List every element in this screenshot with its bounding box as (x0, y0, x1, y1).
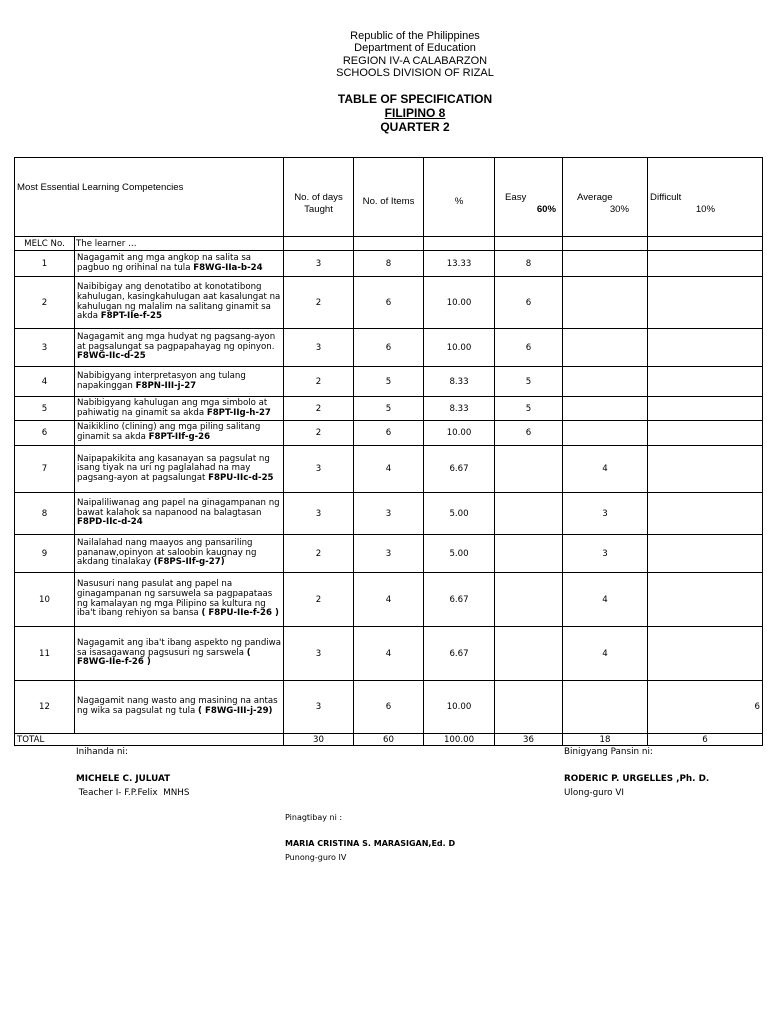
competency-text: Naipapakikita ang kasanayan sa pagsulat ng isang tiyak na uri ng paglalahad na may pagsang-ayon at pagsalungat (77, 453, 270, 483)
difficult-count (648, 446, 763, 493)
total-label: TOTAL (15, 734, 284, 746)
prepared-by-name: MICHELE C. JULUAT (76, 774, 171, 784)
days-taught: 3 (284, 627, 354, 681)
melc-number: 11 (15, 627, 75, 681)
days-taught: 3 (284, 251, 354, 277)
difficult-count (648, 573, 763, 627)
num-items: 6 (354, 421, 424, 446)
easy-count: 6 (495, 329, 563, 367)
melc-number: 8 (15, 493, 75, 535)
total-easy: 36 (495, 734, 563, 746)
average-count: 4 (563, 573, 648, 627)
difficult-count (648, 397, 763, 421)
approved-by-label: Pinagtibay ni : (285, 813, 343, 822)
competency-text: Nagagamit ang mga angkop na salita sa pagbuo ng orihinal na tula (77, 252, 252, 273)
num-items: 4 (354, 446, 424, 493)
average-count: 4 (563, 446, 648, 493)
subject-line: FILIPINO 8 (384, 106, 446, 120)
competency-cell (75, 329, 284, 367)
average-count (563, 251, 648, 277)
average-count: 3 (563, 535, 648, 573)
table-header-row (15, 158, 763, 237)
competency-text: Naipaliliwanag ang papel na ginagampanan ng bawat kalahok sa napanood na balagtasan (77, 498, 280, 518)
average-header (563, 158, 648, 237)
difficult-count (648, 251, 763, 277)
competency-cell (75, 535, 284, 573)
easy-header (495, 158, 563, 237)
melc-number: 2 (15, 277, 75, 329)
total-percent: 100.00 (424, 734, 495, 746)
easy-header-line: 60% (536, 204, 557, 215)
competency-cell (75, 421, 284, 446)
percent: 6.67 (424, 573, 495, 627)
prepared-by-title: Teacher I- F.P.Felix MNHS (76, 788, 190, 798)
competency-cell (75, 493, 284, 535)
competency-cell (75, 367, 284, 397)
noted-by-title: Ulong-guro VI (564, 788, 624, 798)
easy-count: 5 (495, 367, 563, 397)
difficult-header-line: Difficult (650, 192, 682, 203)
letterhead-line: SCHOOLS DIVISION OF RIZAL (336, 66, 494, 79)
difficult-count (648, 277, 763, 329)
easy-count (495, 627, 563, 681)
competency-code: F8PT-IIf-g-26 (148, 432, 211, 442)
num-items: 4 (354, 573, 424, 627)
prepared-by-label: Inihanda ni: (76, 747, 128, 757)
days-header-line: Taught (304, 204, 333, 215)
competency-text: Nasusuri nang pasulat ang papel na ginagampanan ng sarsuwela sa pagpapataas ng kamalayan ng mga Pilipino sa kultura ng iba't ibang rehiyon sa bansa (77, 579, 273, 619)
letterhead-line: Department of Education (354, 42, 476, 55)
quarter-line: QUARTER 2 (380, 120, 450, 134)
letterhead-line: REGION IV-A CALABARZON (342, 54, 488, 67)
days-taught: 2 (284, 535, 354, 573)
competency-cell (75, 681, 284, 734)
easy-count (495, 446, 563, 493)
percent: 10.00 (424, 277, 495, 329)
num-items: 3 (354, 493, 424, 535)
average-count (563, 397, 648, 421)
melc-number: 6 (15, 421, 75, 446)
easy-count (495, 573, 563, 627)
easy-count: 5 (495, 397, 563, 421)
competency-cell (75, 251, 284, 277)
easy-count: 8 (495, 251, 563, 277)
table-row (15, 493, 763, 535)
competency-code: ( F8WG-IIe-f-26 ) (77, 647, 251, 668)
difficult-count (648, 421, 763, 446)
competency-text: Naikiklino (clining) ang mga piling salitang ginamit sa akda (77, 422, 261, 442)
percent: 10.00 (424, 329, 495, 367)
learner-label: The learner … (75, 237, 284, 251)
table-row (15, 329, 763, 367)
average-count (563, 681, 648, 734)
melc-number: 4 (15, 367, 75, 397)
days-taught: 3 (284, 681, 354, 734)
competency-code: F8PN-III-j-27 (135, 380, 197, 391)
letterhead (0, 30, 768, 79)
table-row (15, 397, 763, 421)
easy-count (495, 535, 563, 573)
total-difficult: 6 (648, 734, 763, 746)
table-row (15, 277, 763, 329)
table-row (15, 573, 763, 627)
competency-cell (75, 277, 284, 329)
total-days: 30 (284, 734, 354, 746)
difficult-count: 6 (648, 681, 763, 734)
melc-number: 5 (15, 397, 75, 421)
title-line: TABLE OF SPECIFICATION (337, 92, 493, 106)
days-taught: 2 (284, 277, 354, 329)
melc-number: 3 (15, 329, 75, 367)
average-count: 3 (563, 493, 648, 535)
average-header-line: 30% (609, 204, 630, 215)
competency-text: Nabibigyang kahulugan ang mga simbolo at pahiwatig na ginamit sa akda (77, 397, 268, 418)
num-items: 3 (354, 535, 424, 573)
competency-code: F8PU-IIc-d-25 (208, 472, 274, 483)
competency-code: F8PT-IIe-f-25 (100, 311, 162, 322)
melc-number: 10 (15, 573, 75, 627)
average-header-line: Average (577, 192, 613, 203)
days-taught: 3 (284, 493, 354, 535)
easy-count: 6 (495, 277, 563, 329)
table-row (15, 446, 763, 493)
competency-text: Naibibigay ang denotatibo at konotatibong kahulugan, kasingkahulugan aat kasalungat na kahulugan ng malalim na salitang ginamit sa akda (77, 282, 281, 322)
specification-table (14, 157, 763, 746)
days-header-line: No. of days (294, 192, 343, 203)
letterhead-line: Republic of the Philippines (350, 30, 480, 42)
days-taught: 3 (284, 329, 354, 367)
competency-cell (75, 627, 284, 681)
table-row (15, 535, 763, 573)
difficult-count (648, 535, 763, 573)
competency-text: Nagagamit nang wasto ang masining na antas ng wika sa pagsulat ng tula (77, 696, 278, 716)
competency-code: (F8PS-IIf-g-27) (153, 557, 225, 568)
noted-by-name: RODERIC P. URGELLES ,Ph. D. (564, 774, 710, 784)
competency-cell (75, 446, 284, 493)
average-count: 4 (563, 627, 648, 681)
days-taught: 3 (284, 446, 354, 493)
competency-text: Nabibigyang interpretasyon ang tulang napakinggan (77, 370, 246, 391)
num-items: 6 (354, 277, 424, 329)
percent: 10.00 (424, 681, 495, 734)
percent: 13.33 (424, 251, 495, 277)
days-taught: 2 (284, 367, 354, 397)
competency-cell (75, 573, 284, 627)
melc-number: 7 (15, 446, 75, 493)
table-row (15, 421, 763, 446)
table-subheader-row (15, 237, 763, 251)
difficult-count (648, 329, 763, 367)
competency-text: Nailalahad nang maayos ang pansariling pananaw,opinyon at saloobin kaugnay ng akdang tinalakay (77, 538, 257, 568)
table-row (15, 627, 763, 681)
difficult-count (648, 627, 763, 681)
competency-code: F8PD-IIc-d-24 (77, 517, 143, 528)
competency-code: ( F8PU-IIe-f-26 ) (201, 608, 279, 619)
easy-header-line: Easy (505, 192, 527, 203)
easy-count (495, 493, 563, 535)
average-count (563, 367, 648, 397)
days-taught: 2 (284, 421, 354, 446)
approved-by-title: Punong-guro IV (285, 853, 347, 862)
approved-by-name: MARIA CRISTINA S. MARASIGAN,Ed. D (285, 839, 456, 848)
easy-count (495, 681, 563, 734)
num-items: 4 (354, 627, 424, 681)
average-count (563, 329, 648, 367)
difficult-count (648, 367, 763, 397)
percent: 6.67 (424, 446, 495, 493)
competency-code: F8WG-IIc-d-25 (77, 351, 146, 362)
percent: 10.00 (424, 421, 495, 446)
total-row (15, 734, 763, 746)
table-row (15, 367, 763, 397)
difficult-header (648, 158, 763, 237)
percent: 6.67 (424, 627, 495, 681)
days-header (284, 158, 354, 237)
items-header: No. of Items (354, 158, 424, 237)
percent: 5.00 (424, 493, 495, 535)
table-row (15, 251, 763, 277)
competency-code: F8PT-IIg-h-27 (206, 407, 271, 418)
difficult-header-line: 10% (695, 204, 716, 215)
num-items: 8 (354, 251, 424, 277)
melc-number: 9 (15, 535, 75, 573)
noted-by-label: Binigyang Pansin ni: (564, 747, 653, 757)
average-count (563, 421, 648, 446)
num-items: 6 (354, 329, 424, 367)
melc-number: 12 (15, 681, 75, 734)
difficult-count (648, 493, 763, 535)
days-taught: 2 (284, 397, 354, 421)
competency-code: F8WG-IIa-b-24 (193, 262, 263, 273)
competency-code: ( F8WG-III-j-29) (198, 706, 273, 716)
days-taught: 2 (284, 573, 354, 627)
melc-number: 1 (15, 251, 75, 277)
percent: 5.00 (424, 535, 495, 573)
num-items: 6 (354, 681, 424, 734)
total-items: 60 (354, 734, 424, 746)
percent: 8.33 (424, 397, 495, 421)
average-count (563, 277, 648, 329)
percent-header: % (424, 158, 495, 237)
competency-text: Nagagamit ang iba't ibang aspekto ng pandiwa sa isasagawang pagsusuri ng sarswela (77, 638, 281, 658)
melc-header: Most Essential Learning Competencies (15, 158, 284, 237)
num-items: 5 (354, 397, 424, 421)
percent: 8.33 (424, 367, 495, 397)
total-average: 18 (563, 734, 648, 746)
competency-cell (75, 397, 284, 421)
melc-no-label: MELC No. (15, 237, 75, 251)
num-items: 5 (354, 367, 424, 397)
document-title (0, 92, 768, 134)
table-row (15, 681, 763, 734)
competency-text: Nagagamit ang mga hudyat ng pagsang-ayon at pagsalungat sa pagpapahayag ng opinyon. (77, 332, 276, 352)
easy-count: 6 (495, 421, 563, 446)
